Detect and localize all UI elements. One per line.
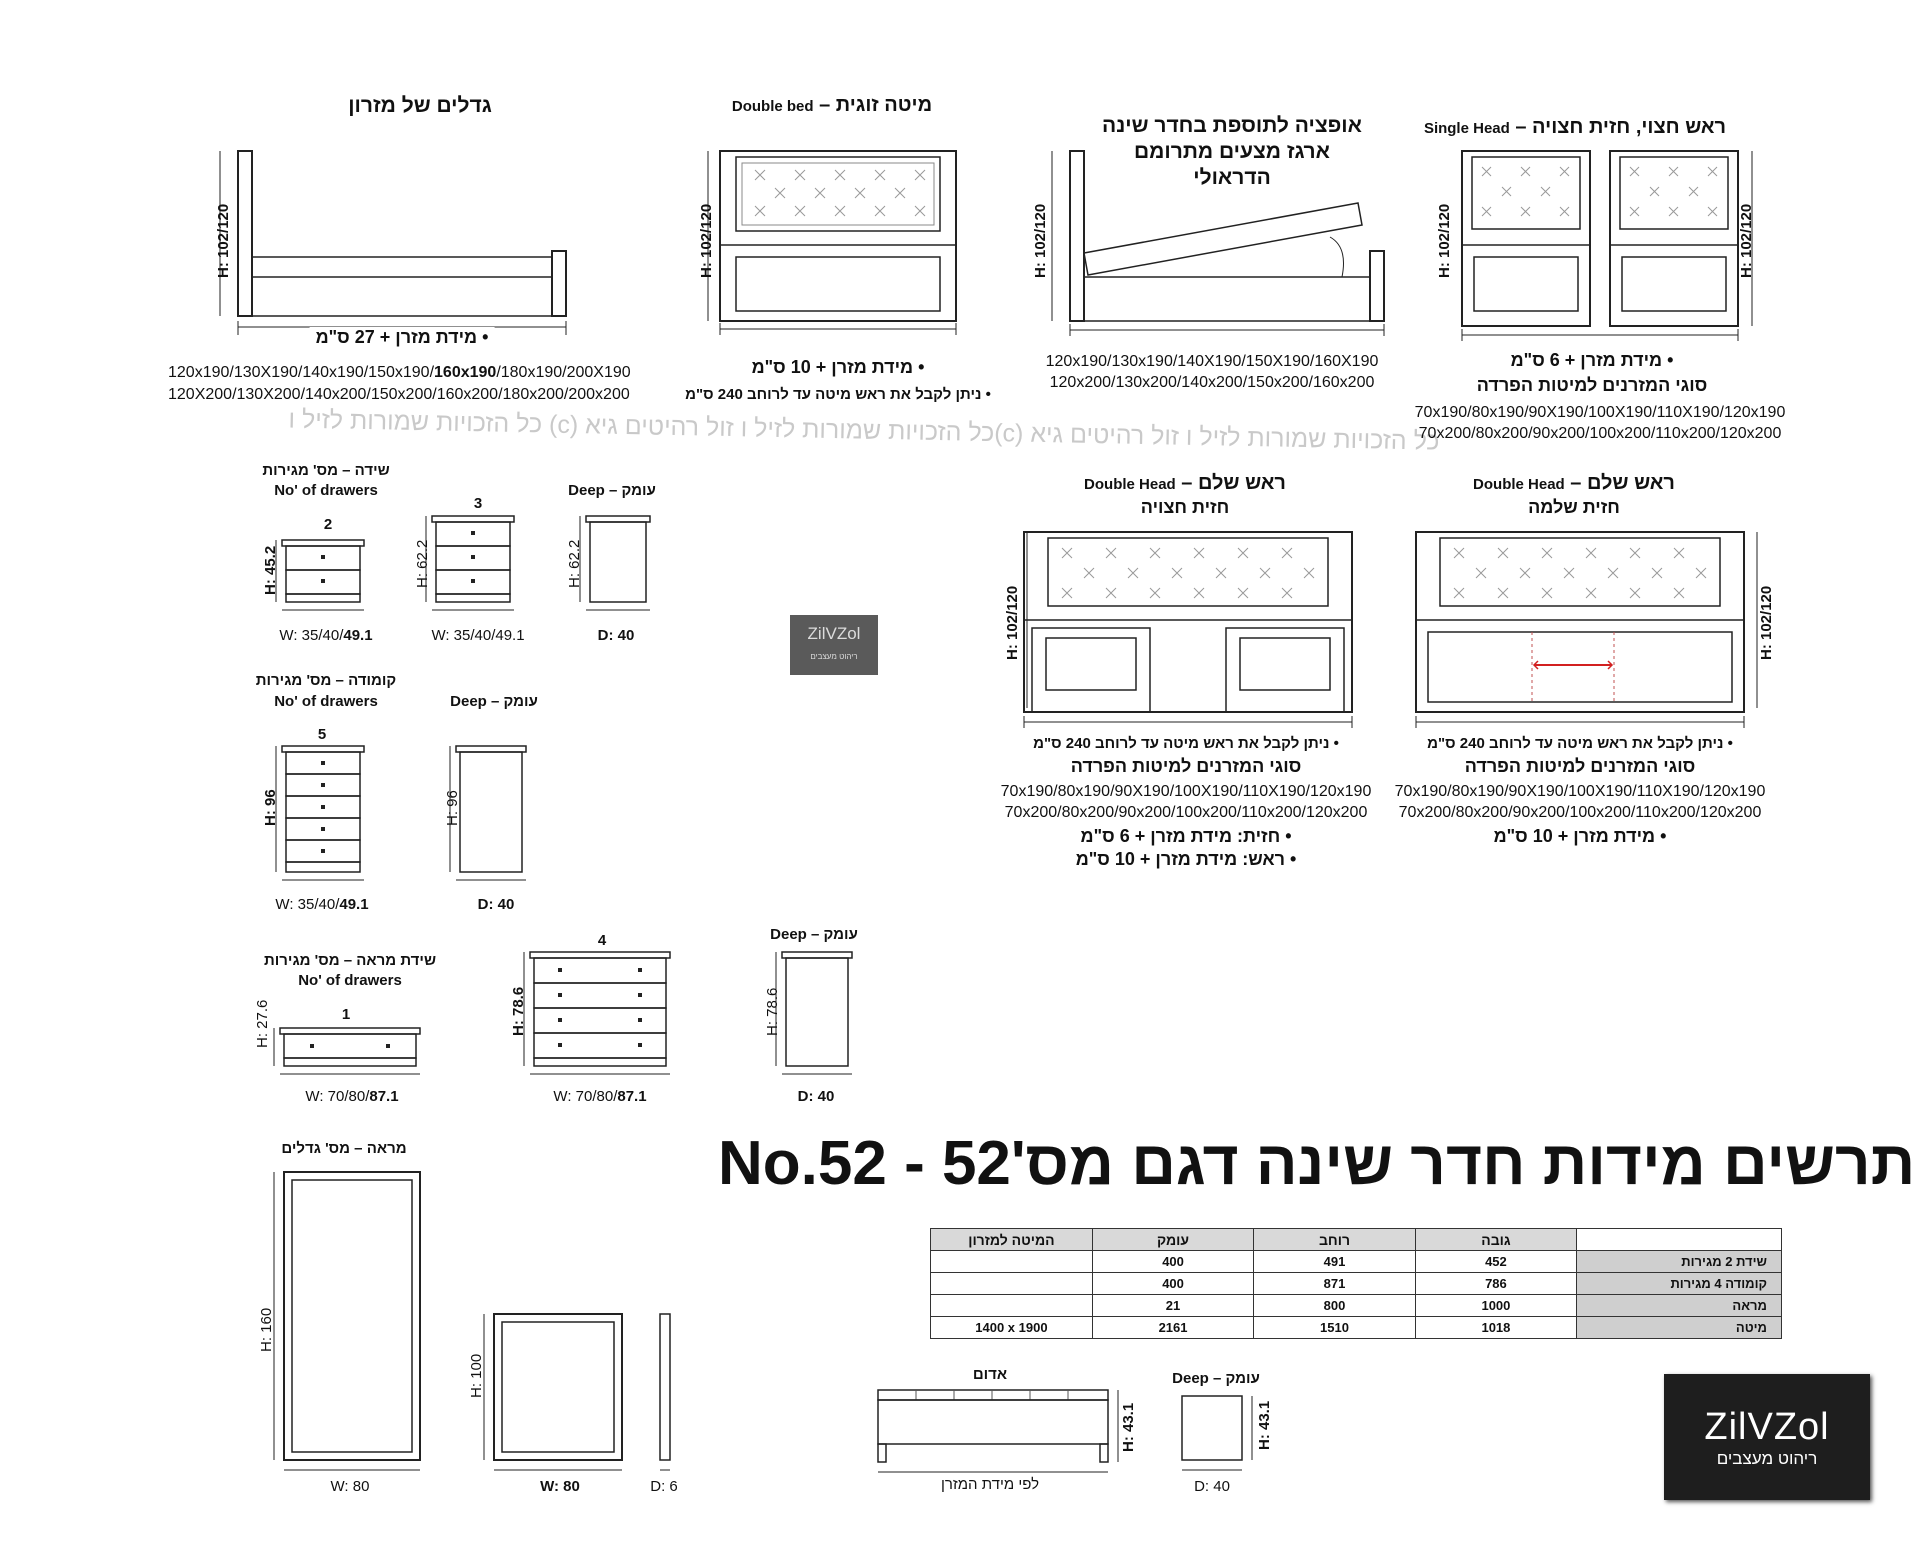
mattress-sizes-row2: 120X200/130X200/140x200/150x200/160x200/180x200/200x200 bbox=[168, 386, 630, 403]
nightstand-2-height: H: 45.2 bbox=[262, 545, 279, 595]
double-head-half-height-label: H: 102/120 bbox=[1004, 585, 1021, 660]
double-head-half-title: Double Head – ראש שלם bbox=[1084, 472, 1286, 494]
double-head-half-sizes-row1: 70x190/80x190/90X190/100X190/110X190/120x190 bbox=[1000, 783, 1372, 800]
table-row: 400 871 786 קומודה 4 מגירות bbox=[931, 1273, 1782, 1295]
storage-title-line1: אופציה לתוספת בחדר שינה bbox=[1102, 114, 1362, 137]
nightstand-count-2: 2 bbox=[323, 516, 333, 533]
double-head-half-drawing bbox=[1020, 528, 1360, 728]
nightstand-3-drawing bbox=[422, 514, 522, 618]
single-head-drawing bbox=[1440, 145, 1770, 345]
logo-tagline: ריהוט מעצבים bbox=[1716, 1449, 1818, 1468]
header-mattress: המיטה למזרון bbox=[931, 1229, 1093, 1251]
nightstand-deep-height: H: 62.2 bbox=[566, 539, 583, 588]
bed-side-note: • מידת מזרן + 27 ס"מ bbox=[310, 327, 495, 348]
double-head-full-note1: • ניתן לקבל את ראש מיטה עד לרוחב 240 ס"מ bbox=[1427, 735, 1733, 752]
vanity-count-1: 1 bbox=[341, 1006, 351, 1023]
vanity-deep-drawing bbox=[772, 950, 862, 1084]
single-head-sizes-row2: 70x200/80x200/90x200/100x200/110x200/120x200 bbox=[1418, 425, 1782, 442]
vanity-4-width: W: 70/80/87.1 bbox=[553, 1088, 647, 1105]
vanity-deep-title: Deep – עומק bbox=[770, 926, 858, 943]
vanity-4-height: H: 78.6 bbox=[510, 986, 527, 1036]
nightstand-2-drawing bbox=[272, 538, 372, 618]
bed-side-height-label: H: 102/120 bbox=[215, 203, 232, 278]
double-head-full-sizes-row2: 70x200/80x200/90x200/100x200/110x200/120x200 bbox=[1398, 804, 1762, 821]
table-row: 400 491 452 שידת 2 מגירות bbox=[931, 1251, 1782, 1273]
mirror-title: מראה – מס' גדלים bbox=[281, 1140, 407, 1157]
double-head-half-note2: • חזית: מידת מזרן + 6 ס"מ bbox=[1080, 826, 1292, 846]
mirror-large-drawing bbox=[270, 1166, 430, 1480]
header-depth: עומק bbox=[1092, 1229, 1253, 1251]
bench-title: אדום bbox=[972, 1366, 1008, 1383]
vanity-4-drawing bbox=[520, 950, 680, 1084]
mattress-sizes-row1: 120x190/130X190/140x190/150x190/160x190/180x190/200X190 bbox=[168, 364, 631, 381]
bed-side-view-drawing bbox=[210, 145, 580, 340]
double-head-half-height-line bbox=[1024, 530, 1030, 710]
chest-depth: D: 40 bbox=[477, 896, 515, 913]
bench-deep-drawing bbox=[1176, 1390, 1266, 1490]
double-head-half-subtitle: חזית חצויה bbox=[1140, 497, 1230, 517]
chest-count: 5 bbox=[317, 726, 327, 743]
chest-width: W: 35/40/49.1 bbox=[275, 896, 369, 913]
mirror-side-drawing bbox=[656, 1310, 676, 1480]
double-bed-height-label: H: 102/120 bbox=[698, 203, 715, 278]
bench-note: לפי מידת המזרן bbox=[940, 1476, 1040, 1493]
double-head-full-note2: • מידת מזרן + 10 ס"מ bbox=[1493, 826, 1667, 846]
nightstand-count-3: 3 bbox=[473, 495, 483, 512]
chest-deep-title: Deep – עומק bbox=[450, 693, 538, 710]
mirror-large-height: H: 160 bbox=[258, 1307, 275, 1352]
double-head-full-subtitle: חזית שלמה bbox=[1528, 497, 1620, 517]
nightstand-depth: D: 40 bbox=[597, 627, 635, 644]
vanity-title-en: No' of drawers bbox=[298, 972, 402, 989]
spec-table-header bbox=[931, 1229, 1782, 1251]
double-head-half-sizes-row2: 70x200/80x200/90x200/100x200/110x200/120x200 bbox=[1004, 804, 1368, 821]
logo-name: ZilVZol bbox=[1704, 1406, 1830, 1448]
single-head-height-left: H: 102/120 bbox=[1436, 203, 1453, 278]
bench-depth: D: 40 bbox=[1194, 1478, 1230, 1495]
chest-deep-height: H: 96 bbox=[444, 790, 461, 826]
double-head-half-note3: • ראש: מידת מזרן + 10 ס"מ bbox=[1075, 849, 1297, 869]
bench-deep-height: H: 43.1 bbox=[1256, 1400, 1273, 1450]
header-item bbox=[1577, 1229, 1782, 1251]
spec-table bbox=[930, 1228, 1782, 1339]
chest-height: H: 96 bbox=[262, 789, 279, 826]
table-row: 21 800 1000 מראה bbox=[931, 1295, 1782, 1317]
double-head-half-types: סוגי המזרנים למיטות הפרדה bbox=[1070, 756, 1302, 776]
nightstand-title: שידה – מס' מגירות bbox=[262, 462, 390, 479]
mattress-sizes-title: גדלים של מזרון bbox=[348, 94, 492, 117]
vanity-1-width: W: 70/80/87.1 bbox=[305, 1088, 399, 1105]
vanity-depth: D: 40 bbox=[797, 1088, 835, 1105]
single-head-note: • מידת מזרן + 6 ס"מ bbox=[1510, 350, 1674, 370]
nightstand-deep-title: Deep – עומק bbox=[568, 482, 656, 499]
double-head-full-types: סוגי המזרנים למיטות הפרדה bbox=[1464, 756, 1696, 776]
double-bed-front-drawing bbox=[700, 145, 970, 340]
double-head-full-height-label: H: 102/120 bbox=[1758, 585, 1775, 660]
table-row: 1400 x 1900 2161 1510 1018 מיטה bbox=[931, 1317, 1782, 1339]
logo-small: ZilVZol ריהוט מעצבים bbox=[790, 615, 878, 675]
double-bed-title: Double bed – מיטה זוגית bbox=[731, 94, 933, 116]
storage-height-label: H: 102/120 bbox=[1032, 203, 1049, 278]
chest-title: קומודה – מס' מגירות bbox=[255, 672, 397, 689]
double-head-full-sizes-row1: 70x190/80x190/90X190/100X190/110X190/120x190 bbox=[1394, 783, 1766, 800]
mirror-large-width: W: 80 bbox=[330, 1478, 370, 1495]
storage-title-line3: הדראולי bbox=[1193, 166, 1271, 189]
storage-sizes-row2: 120x200/130x200/140x200/150x200/160x200 bbox=[1049, 374, 1375, 391]
page-title: תרשים מידות חדר שינה דגם מס'52 - No.52 bbox=[718, 1129, 1916, 1198]
mirror-side-depth: D: 6 bbox=[650, 1478, 678, 1495]
single-head-title: Single Head – ראש חצוי, חזית חצויה bbox=[1423, 116, 1727, 138]
storage-title-line2: ארגז מצעים מתרומם bbox=[1134, 140, 1330, 163]
chest-drawing bbox=[272, 744, 372, 894]
bench-deep-title: Deep – עומק bbox=[1172, 1370, 1260, 1387]
mirror-small-drawing bbox=[480, 1310, 640, 1480]
nightstand-2-width: W: 35/40/49.1 bbox=[279, 627, 373, 644]
double-bed-note2: • ניתן לקבל את ראש מיטה עד לרוחב 240 ס"מ bbox=[685, 386, 991, 403]
vanity-title: שידת מראה – מס' מגירות bbox=[263, 952, 437, 969]
double-head-full-title: Double Head – ראש שלם bbox=[1473, 472, 1675, 494]
header-width: רוחב bbox=[1254, 1229, 1415, 1251]
logo-brand bbox=[1664, 1374, 1870, 1500]
mirror-small-height: H: 100 bbox=[468, 1353, 485, 1398]
nightstand-deep-drawing bbox=[576, 514, 656, 618]
nightstand-title-en: No' of drawers bbox=[274, 482, 378, 499]
vanity-deep-height: H: 78.6 bbox=[764, 987, 781, 1036]
nightstand-3-height: H: 62.2 bbox=[414, 539, 431, 588]
single-head-height-right: H: 102/120 bbox=[1738, 203, 1755, 278]
nightstand-3-width: W: 35/40/49.1 bbox=[431, 627, 525, 644]
single-head-types: סוגי המזרנים למיטות הפרדה bbox=[1476, 375, 1708, 395]
header-height: גובה bbox=[1415, 1229, 1576, 1251]
mirror-small-width: W: 80 bbox=[540, 1478, 580, 1495]
storage-bed-drawing bbox=[1040, 145, 1390, 355]
double-head-half-note1: • ניתן לקבל את ראש מיטה עד לרוחב 240 ס"מ bbox=[1033, 735, 1339, 752]
vanity-1-drawing bbox=[270, 1024, 430, 1084]
double-bed-note1: • מידת מזרן + 10 ס"מ bbox=[751, 357, 925, 377]
watermark-text: כל הזכויות שמורות לזיל ו זול רהיטים גיא (c)כל הזכויות שמורות לזיל ו זול רהיטים גיא (c) כל הזכויות שמורות לזיל ו bbox=[288, 405, 1440, 456]
double-head-full-drawing bbox=[1412, 528, 1752, 728]
single-head-sizes-row1: 70x190/80x190/90X190/100X190/110X190/120x190 bbox=[1414, 404, 1786, 421]
vanity-count-4: 4 bbox=[597, 932, 607, 949]
chest-title-en: No' of drawers bbox=[274, 693, 378, 710]
bench-height: H: 43.1 bbox=[1120, 1402, 1137, 1452]
storage-sizes-row1: 120x190/130x190/140X190/150X190/160X190 bbox=[1045, 353, 1379, 370]
vanity-1-height: H: 27.6 bbox=[254, 999, 271, 1048]
